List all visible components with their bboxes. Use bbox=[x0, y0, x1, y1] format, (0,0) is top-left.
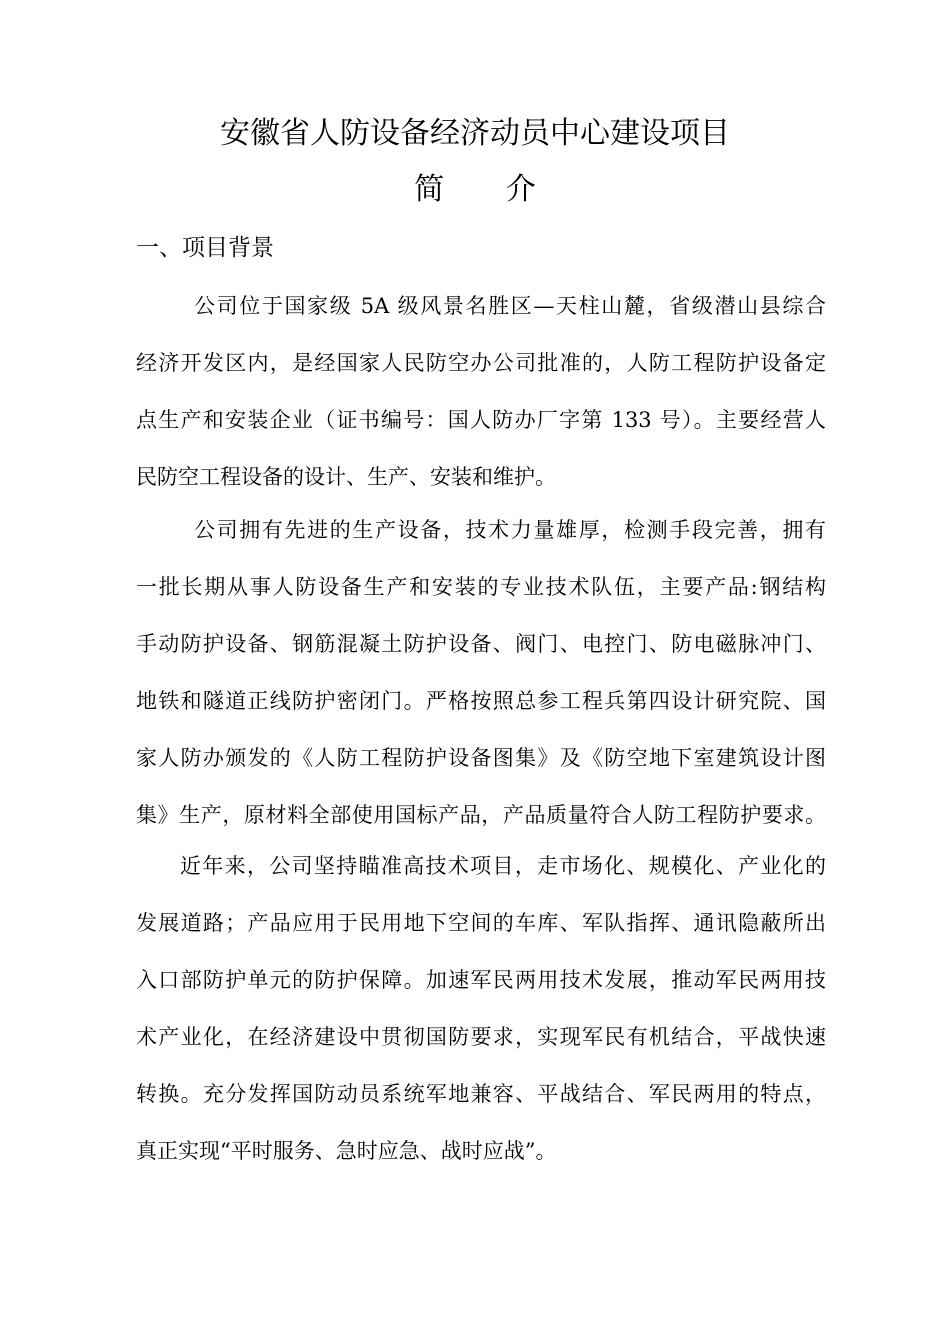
paragraph-line: 地铁和隧道正线防护密闭门。严格按照总参工程兵第四设计研究院、国 bbox=[136, 689, 826, 713]
paragraph-line: 发展道路；产品应用于民用地下空间的车库、军队指挥、通讯隐蔽所出 bbox=[136, 911, 826, 935]
paragraph-line: 经济开发区内，是经国家人民防空办公司批准的，人防工程防护设备定 bbox=[136, 351, 826, 375]
paragraph-line: 入口部防护单元的防护保障。加速军民两用技术发展，推动军民两用技 bbox=[136, 968, 826, 992]
paragraph-line: 近年来，公司坚持瞄准高技术项目，走市场化、规模化、产业化的 bbox=[180, 854, 826, 878]
paragraph-line: 点生产和安装企业（证书编号：国人防办厂字第 133 号）。主要经营人 bbox=[136, 408, 826, 432]
section-heading: 一、项目背景 bbox=[136, 235, 274, 261]
paragraph-line: 一批长期从事人防设备生产和安装的专业技术队伍，主要产品:钢结构 bbox=[136, 575, 826, 599]
paragraph-line: 真正实现“平时服务、急时应急、战时应战”。 bbox=[136, 1139, 557, 1163]
paragraph-line: 转换。充分发挥国防动员系统军地兼容、平战结合、军民两用的特点， bbox=[136, 1082, 826, 1106]
paragraph-line: 手动防护设备、钢筋混凝土防护设备、阀门、电控门、防电磁脉冲门、 bbox=[136, 632, 826, 656]
paragraph-line: 术产业化，在经济建设中贯彻国防要求，实现军民有机结合，平战快速 bbox=[136, 1025, 826, 1049]
paragraph-line: 民防空工程设备的设计、生产、安装和维护。 bbox=[136, 465, 556, 489]
paragraph-1 bbox=[136, 278, 826, 506]
paragraph-2 bbox=[136, 502, 826, 844]
paragraph-line: 公司位于国家级 5A 级风景名胜区—天柱山麓，省级潜山县综合 bbox=[194, 294, 826, 318]
paragraph-line: 公司拥有先进的生产设备，技术力量雄厚，检测手段完善，拥有 bbox=[194, 518, 826, 542]
paragraph-line: 集》生产，原材料全部使用国标产品，产品质量符合人防工程防护要求。 bbox=[136, 803, 826, 827]
paragraph-line: 家人防办颁发的《人防工程防护设备图集》及《防空地下室建筑设计图 bbox=[136, 746, 826, 770]
document-title: 安徽省人防设备经济动员中心建设项目 bbox=[220, 116, 730, 151]
paragraph-3 bbox=[136, 838, 826, 1180]
document-subtitle: 简 介 bbox=[414, 172, 562, 207]
